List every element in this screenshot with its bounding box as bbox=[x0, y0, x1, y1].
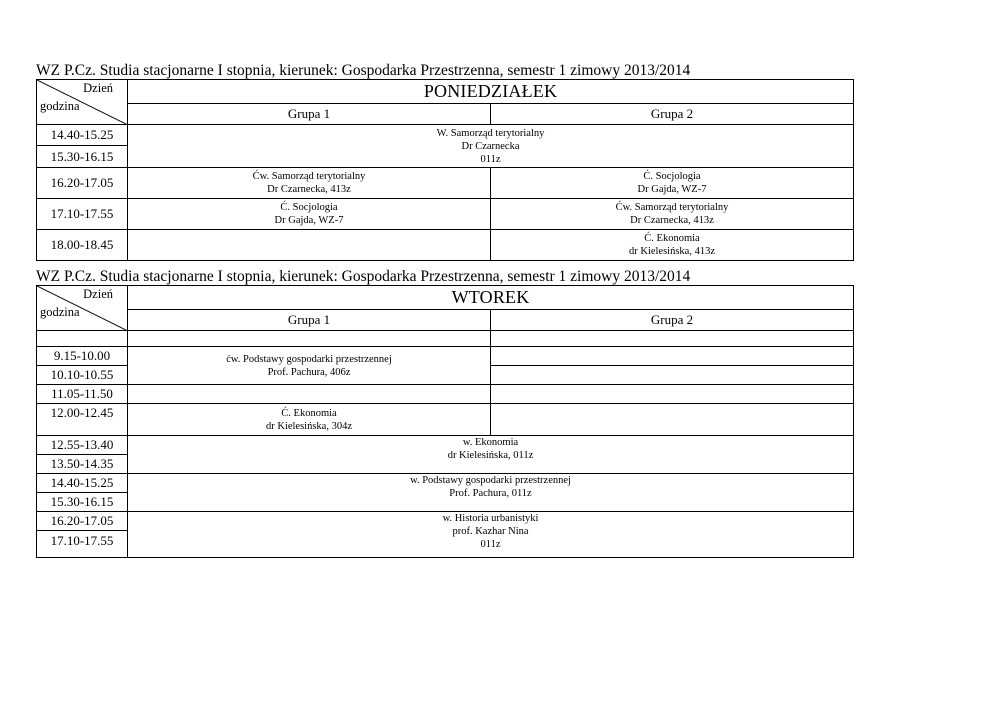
class-name: w. Ekonomia bbox=[462, 437, 519, 448]
schedule-title: WZ P.Cz. Studia stacjonarne I stopnia, kierunek: Gospodarka Przestrzenna, semestr 1 zimowy 2013/2014 bbox=[36, 268, 691, 285]
class-name: w. Historia urbanistyki bbox=[442, 513, 539, 524]
class-cell bbox=[128, 404, 491, 436]
class-room: 011z bbox=[480, 153, 501, 165]
class-teacher: prof. Kazhar Nina bbox=[452, 526, 529, 537]
day-header: PONIEDZIAŁEK bbox=[128, 80, 854, 104]
group1-header: Grupa 1 bbox=[128, 104, 491, 125]
class-cell bbox=[128, 125, 854, 168]
class-cell bbox=[491, 199, 854, 230]
time-slot: 11.05-11.50 bbox=[37, 385, 128, 404]
class-name: Ć. Socjologia bbox=[280, 202, 338, 213]
class-teacher: Prof. Pachura, 011z bbox=[449, 488, 532, 499]
class-teacher: Dr Czarnecka bbox=[461, 140, 520, 152]
time-slot: 12.00-12.45 bbox=[37, 404, 128, 436]
empty-cell bbox=[37, 331, 128, 347]
class-name: W. Samorząd terytorialny bbox=[436, 127, 545, 139]
time-slot: 14.40-15.25 bbox=[37, 474, 128, 493]
class-name: Ćw. Samorząd terytorialny bbox=[615, 202, 729, 213]
class-room: 011z bbox=[480, 539, 501, 550]
corner-hour-label: godzina bbox=[40, 99, 80, 113]
timetable bbox=[36, 285, 854, 558]
class-cell bbox=[491, 168, 854, 199]
corner-header bbox=[37, 286, 128, 331]
class-teacher: dr Kielesińska, 304z bbox=[265, 420, 353, 432]
time-slot: 16.20-17.05 bbox=[37, 168, 128, 199]
corner-day-label: Dzień bbox=[83, 81, 113, 95]
class-name: ćw. Podstawy gospodarki przestrzennej bbox=[226, 353, 392, 365]
time-slot: 15.30-16.15 bbox=[37, 146, 128, 168]
empty-cell bbox=[491, 366, 854, 385]
day-header: WTOREK bbox=[128, 286, 854, 310]
class-cell bbox=[128, 436, 854, 474]
empty-cell bbox=[491, 404, 854, 436]
class-cell bbox=[128, 168, 491, 199]
empty-cell bbox=[128, 385, 491, 404]
class-cell bbox=[128, 474, 854, 512]
class-name: Ć. Ekonomia bbox=[281, 407, 337, 419]
empty-cell bbox=[128, 331, 491, 347]
time-slot: 10.10-10.55 bbox=[37, 366, 128, 385]
time-slot: 15.30-16.15 bbox=[37, 493, 128, 512]
group1-header: Grupa 1 bbox=[128, 310, 491, 331]
class-teacher: Prof. Pachura, 406z bbox=[267, 366, 351, 378]
class-teacher: Dr Gajda, WZ-7 bbox=[637, 184, 707, 195]
group2-header: Grupa 2 bbox=[491, 104, 854, 125]
class-cell bbox=[128, 347, 491, 385]
time-slot: 14.40-15.25 bbox=[37, 125, 128, 146]
class-teacher: dr Kielesińska, 413z bbox=[628, 246, 716, 257]
corner-header bbox=[37, 80, 128, 125]
schedule-tuesday bbox=[36, 268, 854, 558]
class-cell bbox=[491, 230, 854, 261]
class-name: Ć. Ekonomia bbox=[644, 233, 700, 244]
time-slot: 13.50-14.35 bbox=[37, 455, 128, 474]
timetable bbox=[36, 79, 854, 261]
time-slot: 16.20-17.05 bbox=[37, 512, 128, 531]
class-teacher: Dr Czarnecka, 413z bbox=[267, 184, 351, 195]
empty-cell bbox=[491, 347, 854, 366]
corner-day-label: Dzień bbox=[83, 287, 113, 301]
empty-cell bbox=[491, 331, 854, 347]
class-cell bbox=[128, 199, 491, 230]
time-slot: 12.55-13.40 bbox=[37, 436, 128, 455]
class-name: Ćw. Samorząd terytorialny bbox=[252, 171, 366, 182]
class-cell bbox=[128, 512, 854, 558]
class-teacher: Dr Gajda, WZ-7 bbox=[274, 215, 344, 226]
corner-hour-label: godzina bbox=[40, 305, 80, 319]
empty-cell bbox=[128, 230, 491, 261]
group2-header: Grupa 2 bbox=[491, 310, 854, 331]
time-slot: 18.00-18.45 bbox=[37, 230, 128, 261]
empty-cell bbox=[491, 385, 854, 404]
class-teacher: Dr Czarnecka, 413z bbox=[630, 215, 714, 226]
time-slot: 9.15-10.00 bbox=[37, 347, 128, 366]
time-slot: 17.10-17.55 bbox=[37, 531, 128, 558]
class-name: Ć. Socjologia bbox=[643, 171, 701, 182]
class-teacher: dr Kielesińska, 011z bbox=[447, 450, 534, 461]
schedule-monday bbox=[36, 62, 854, 261]
class-name: w. Podstawy gospodarki przestrzennej bbox=[410, 475, 571, 486]
time-slot: 17.10-17.55 bbox=[37, 199, 128, 230]
schedule-title: WZ P.Cz. Studia stacjonarne I stopnia, kierunek: Gospodarka Przestrzenna, semestr 1 zimowy 2013/2014 bbox=[36, 62, 691, 79]
